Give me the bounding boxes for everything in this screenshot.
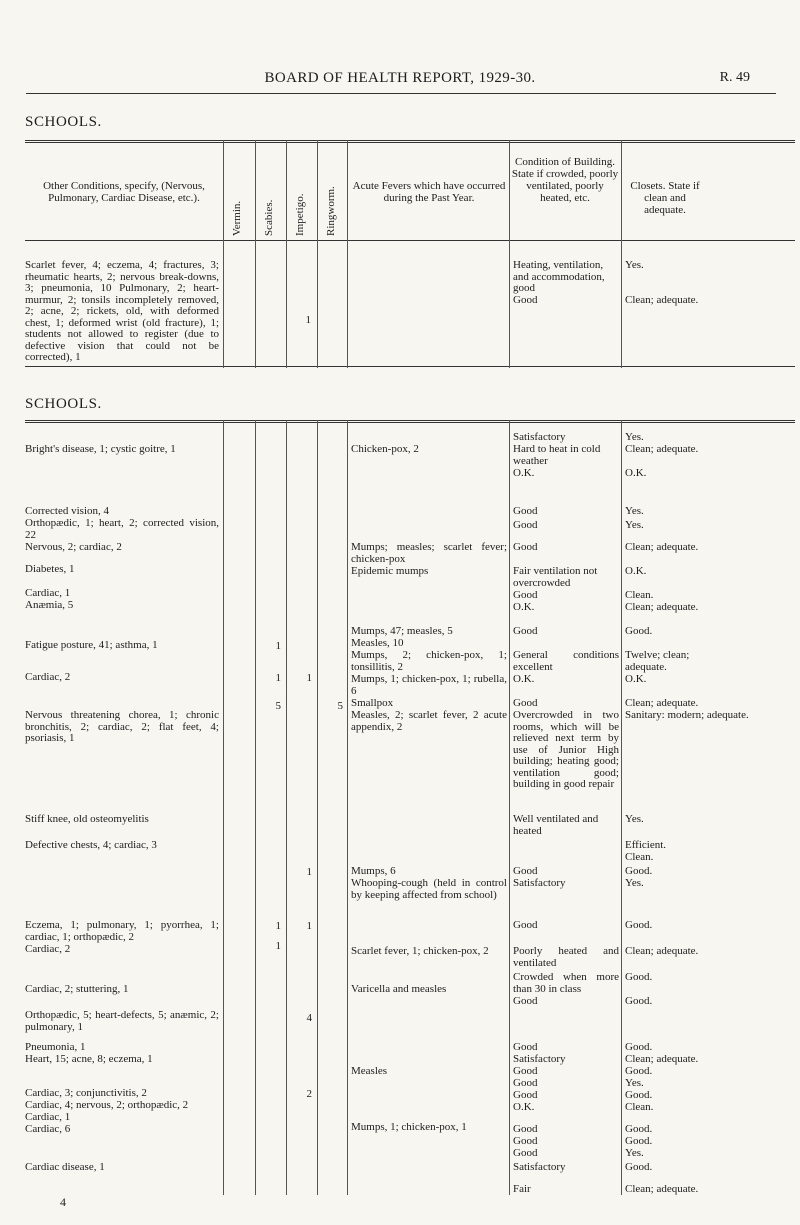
schools-table-2 xyxy=(25,420,795,1195)
closets-row: Good. xyxy=(625,1065,653,1077)
impetigo-count: 2 xyxy=(306,1088,312,1100)
col-divider xyxy=(347,420,348,1195)
closets-row: Clean; adequate. xyxy=(625,945,699,957)
page-header xyxy=(0,70,800,92)
impetigo-count: 1 xyxy=(306,866,312,878)
closets-row: Clean; adequate. xyxy=(625,697,699,709)
closets-row: Good. xyxy=(625,1135,653,1147)
closets-row: Clean; adequate. xyxy=(625,1053,699,1065)
ringworm-count: 5 xyxy=(337,700,343,712)
closets-row: Clean; adequate. xyxy=(625,443,699,455)
building-row: Crowded when more than 30 in class xyxy=(513,971,619,995)
other-condition-row: Cardiac, 1 xyxy=(25,587,71,599)
table-rule xyxy=(25,420,795,423)
closets-row: Yes. xyxy=(625,813,644,825)
section-title-1: SCHOOLS. xyxy=(25,114,102,130)
building-row: Good xyxy=(513,1135,538,1147)
building-row: Fair xyxy=(513,1183,531,1195)
header-impetigo: Impetigo. xyxy=(294,193,306,236)
col-divider xyxy=(317,420,318,1195)
building-row: General conditions excellent xyxy=(513,649,619,673)
building-row: Satisfactory xyxy=(513,431,566,443)
building-row: Good xyxy=(513,625,538,637)
other-condition-row: Cardiac, 2 xyxy=(25,671,71,683)
building-row: Good xyxy=(513,519,538,531)
other-condition-row: Heart, 15; acne, 8; eczema, 1 xyxy=(25,1053,153,1065)
closets-row: Yes. xyxy=(625,877,644,889)
building-row: Good xyxy=(513,697,538,709)
other-condition-row: Corrected vision, 4 xyxy=(25,505,110,517)
col-divider xyxy=(509,420,510,1195)
col-divider xyxy=(621,420,622,1195)
header-ringworm: Ringworm. xyxy=(325,186,337,236)
building-row: Good xyxy=(513,1041,538,1053)
header-acute-fevers: Acute Fevers which have occurred during the Past Year. xyxy=(352,180,506,204)
col-divider xyxy=(286,420,287,1195)
closets-row: Sanitary: modern; adequate. xyxy=(625,709,749,721)
fever-row: Scarlet fever, 1; chicken-pox, 2 xyxy=(351,945,489,957)
other-condition-row: Cardiac disease, 1 xyxy=(25,1161,105,1173)
fever-row: Whooping-cough (held in control by keeping affected from school) xyxy=(351,877,507,901)
building-row: Satisfactory xyxy=(513,1161,566,1173)
fever-row: Mumps, 6 xyxy=(351,865,396,877)
closets-row: Good. xyxy=(625,995,653,1007)
scabies-count: 1 xyxy=(275,920,281,932)
fever-row: Mumps, 2; chicken-pox, 1; tonsillitis, 2 xyxy=(351,649,507,673)
building-row: Good xyxy=(513,541,538,553)
building-row: Good xyxy=(513,1089,538,1101)
page-reference: R. 49 xyxy=(719,70,750,85)
closets-row: Clean; adequate. xyxy=(625,1183,699,1195)
fever-row: Mumps, 47; measles, 5 xyxy=(351,625,453,637)
fever-row: Epidemic mumps xyxy=(351,565,429,577)
report-title: BOARD OF HEALTH REPORT, 1929-30. xyxy=(264,70,536,86)
building-row: O.K. xyxy=(513,673,535,685)
building-row: Good xyxy=(513,1065,538,1077)
building-row: Good xyxy=(513,505,538,517)
col-divider xyxy=(621,140,622,368)
other-condition-row: Pneumonia, 1 xyxy=(25,1041,86,1053)
col-divider xyxy=(286,140,287,368)
other-condition-row: Nervous, 2; cardiac, 2 xyxy=(25,541,122,553)
col-divider xyxy=(255,140,256,368)
closets-row: Good. xyxy=(625,1041,653,1053)
closets-row: Good. xyxy=(625,919,653,931)
fever-row: Chicken-pox, 2 xyxy=(351,443,419,455)
closets-row: Clean. xyxy=(625,1101,654,1113)
other-condition-row: Cardiac, 2; stuttering, 1 xyxy=(25,983,129,995)
closets-row: Clean. xyxy=(625,589,654,601)
other-conditions-text: Scarlet fever, 4; eczema, 4; fractures, 3; rheumatic hearts, 2; nervous break-downs, 3; pneumonia, 10 Pulmonary, 2; heart-murmur, 2; tonsils incompletely removed, 2; acne, 2; rickets, old, with deformed chest, 1; deformed wrist (old fracture), 1; students not allowed to register (due to defective vision that could not be corrected), 1 xyxy=(25,259,219,363)
col-divider xyxy=(255,420,256,1195)
closets-row: Good. xyxy=(625,1123,653,1135)
building-row: O.K. xyxy=(513,1101,535,1113)
schools-table-1 xyxy=(25,140,795,368)
other-condition-row: Anæmia, 5 xyxy=(25,599,74,611)
closets-row: O.K. xyxy=(625,673,647,685)
col-divider xyxy=(223,140,224,368)
closets-row: Clean. xyxy=(625,851,654,863)
closets-row: Good. xyxy=(625,1161,653,1173)
section-title-2: SCHOOLS. xyxy=(25,396,102,412)
building-row: Poorly heated and ventilated xyxy=(513,945,619,969)
fever-row: Mumps; measles; scarlet fever; chicken-pox xyxy=(351,541,507,565)
other-condition-row: Eczema, 1; pulmonary, 1; pyorrhea, 1; cardiac, 1; orthopædic, 2 xyxy=(25,919,219,943)
fever-row: Varicella and measles xyxy=(351,983,447,995)
building-row: O.K. xyxy=(513,467,535,479)
header-closets: Closets. State if clean and adequate. xyxy=(630,180,700,216)
closets-condition: Clean; adequate. xyxy=(625,294,699,306)
other-condition-row: Nervous threatening chorea, 1; chronic bronchitis, 2; cardiac, 2; flat feet, 4; psoriasis, 1 xyxy=(25,709,219,744)
building-row: Good xyxy=(513,589,538,601)
building-row: Good xyxy=(513,865,538,877)
impetigo-count: 1 xyxy=(305,314,311,326)
header-scabies: Scabies. xyxy=(263,199,275,236)
closets-row: Good. xyxy=(625,971,653,983)
closets-row: Good. xyxy=(625,865,653,877)
closets-row: Yes. xyxy=(625,505,644,517)
header-other-conditions: Other Conditions, specify, (Nervous, Pulmonary, Cardiac Disease, etc.). xyxy=(43,180,205,204)
building-row: Good xyxy=(513,995,538,1007)
col-divider xyxy=(223,420,224,1195)
fever-row: Mumps, 1; chicken-pox, 1 xyxy=(351,1121,467,1133)
other-condition-row: Bright's disease, 1; cystic goitre, 1 xyxy=(25,443,176,455)
building-row: O.K. xyxy=(513,601,535,613)
table-rule xyxy=(25,140,795,143)
other-condition-row: Diabetes, 1 xyxy=(25,563,75,575)
building-row: Satisfactory xyxy=(513,1053,566,1065)
closets-row: Good. xyxy=(625,1089,653,1101)
closets-row: Clean; adequate. xyxy=(625,601,699,613)
building-row: Good xyxy=(513,919,538,931)
other-condition-row: Cardiac, 6 xyxy=(25,1123,71,1135)
col-divider xyxy=(317,140,318,368)
building-row: Fair ventilation not overcrowded xyxy=(513,565,598,589)
closets-row: O.K. xyxy=(625,467,647,479)
header-rule xyxy=(26,93,776,94)
other-condition-row: Cardiac, 2 xyxy=(25,943,71,955)
closets-row: Good. xyxy=(625,625,653,637)
other-condition-row: Orthopædic, 1; heart, 2; corrected vision, 22 xyxy=(25,517,219,541)
other-condition-row: Stiff knee, old osteomyelitis xyxy=(25,813,149,825)
building-condition: Good xyxy=(513,294,538,306)
impetigo-count: 4 xyxy=(306,1012,312,1024)
building-row: Good xyxy=(513,1147,538,1159)
scabies-count: 1 xyxy=(275,640,281,652)
closets-condition: Yes. xyxy=(625,259,644,271)
other-condition-row: Fatigue posture, 41; asthma, 1 xyxy=(25,639,158,651)
scabies-count: 5 xyxy=(275,700,281,712)
closets-row: Yes. xyxy=(625,519,644,531)
other-condition-row: Defective chests, 4; cardiac, 3 xyxy=(25,839,157,851)
table-rule xyxy=(25,366,795,367)
header-building: Condition of Building. State if crowded, poorly ventilated, poorly heated, etc. xyxy=(511,156,619,204)
building-row: Good xyxy=(513,1123,538,1135)
closets-row: O.K. xyxy=(625,565,647,577)
building-row: Good xyxy=(513,1077,538,1089)
table-rule xyxy=(25,240,795,241)
scabies-count: 1 xyxy=(275,940,281,952)
page-number: 4 xyxy=(60,1195,66,1209)
building-condition: Heating, ventilation, and accommodation, good xyxy=(513,259,605,294)
building-row: Well ventilated and heated xyxy=(513,813,599,837)
scabies-count: 1 xyxy=(275,672,281,684)
closets-row: Twelve; clean; adequate. xyxy=(625,649,690,673)
closets-row: Yes. xyxy=(625,431,644,443)
fever-row: Measles, 10 xyxy=(351,637,404,649)
other-condition-row: Orthopædic, 5; heart-defects, 5; anæmic, 2; pulmonary, 1 xyxy=(25,1009,219,1033)
other-condition-row: Cardiac, 3; conjunctivitis, 2 xyxy=(25,1087,147,1099)
building-row: Hard to heat in cold weather xyxy=(513,443,601,467)
fever-row: Smallpox xyxy=(351,697,394,709)
header-vermin: Vermin. xyxy=(231,200,243,236)
closets-row: Clean; adequate. xyxy=(625,541,699,553)
closets-row: Yes. xyxy=(625,1077,644,1089)
col-divider xyxy=(509,140,510,368)
closets-row: Efficient. xyxy=(625,839,667,851)
col-divider xyxy=(347,140,348,368)
other-condition-row: Cardiac, 4; nervous, 2; orthopædic, 2 xyxy=(25,1099,189,1111)
fever-row: Measles xyxy=(351,1065,388,1077)
impetigo-count: 1 xyxy=(306,672,312,684)
building-row: Overcrowded in two rooms, which will be relieved next term by use of Junior High building; heating good; ventilation good; building in good repair xyxy=(513,709,619,790)
building-row: Satisfactory xyxy=(513,877,566,889)
fever-row: Measles, 2; scarlet fever, 2 acute appendix, 2 xyxy=(351,709,507,733)
fever-row: Mumps, 1; chicken-pox, 1; rubella, 6 xyxy=(351,673,507,697)
impetigo-count: 1 xyxy=(306,920,312,932)
closets-row: Yes. xyxy=(625,1147,644,1159)
other-condition-row: Cardiac, 1 xyxy=(25,1111,71,1123)
